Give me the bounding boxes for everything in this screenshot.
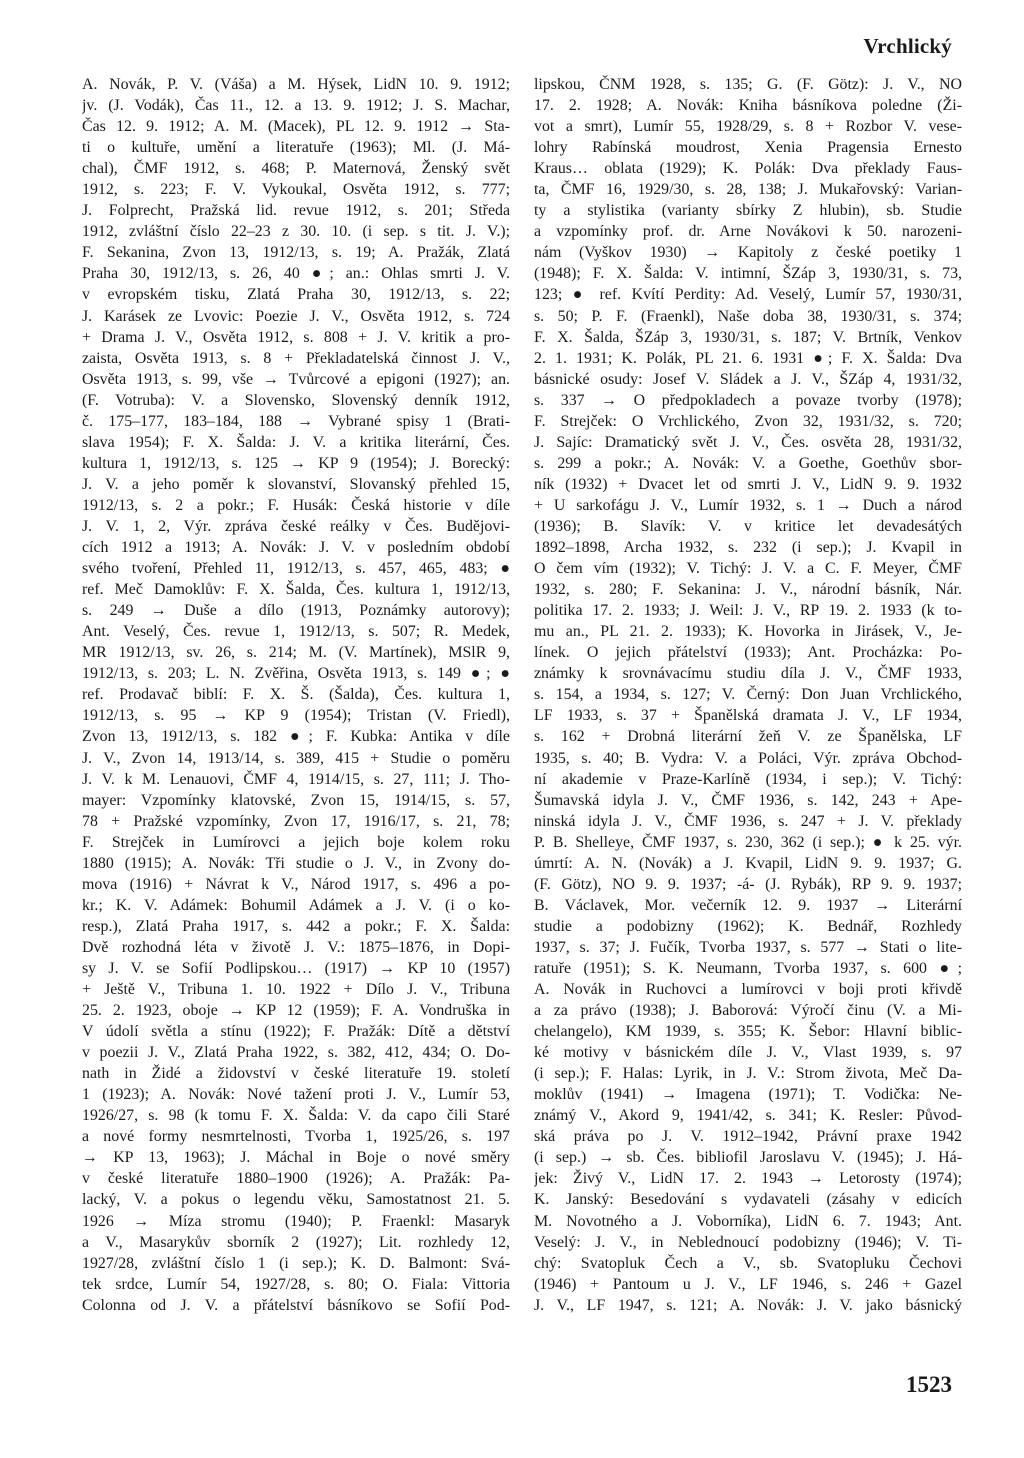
text-line: ref. Meč Damoklův: F. X. Šalda, Čes. kultura 1, 1912/13, (82, 581, 510, 599)
text-line: 1937, s. 37; J. Fučík, Tvorba 1937, s. 577 → Stati o lite- (534, 938, 962, 956)
page-number: 1523 (906, 1372, 952, 1397)
text-line: s. 50; P. F. (Fraenkl), Naše doba 38, 1930/31, s. 374; (534, 307, 962, 325)
text-line: M. Novotného a J. Voborníka), LidN 6. 7. 1943; Ant. (534, 1212, 962, 1230)
text-line: 1892–1898, Archa 1932, s. 232 (i sep.); J. Kvapil in (534, 539, 962, 557)
text-line: cích 1912 a 1913; A. Novák: J. V. v posledním období (82, 539, 510, 557)
text-line: s. 249 → Duše a dílo (1913, Poznámky autorovy); (82, 602, 510, 620)
text-line: Šumavská idyla J. V., ČMF 1936, s. 142, 243 + Ape- (534, 791, 962, 809)
text-line: Praha 30, 1912/13, s. 26, 40 ●; an.: Ohlas smrti J. V. (82, 265, 510, 283)
text-line: a za právo (1938); J. Baborová: Výročí činu (V. a Mi- (534, 1002, 962, 1020)
text-line: s. 299 a pokr.; A. Novák: V. a Goethe, Goethův sbor- (534, 454, 962, 472)
text-line: 1912/13, s. 203; L. N. Zvěřina, Osvěta 1913, s. 149 ●; ● (82, 665, 510, 683)
text-line: 1880 (1915); A. Novák: Tři studie o J. V., in Zvony do- (82, 854, 510, 872)
text-line: 25. 2. 1923, oboje → KP 12 (1959); F. A. Vondruška in (82, 1002, 510, 1020)
text-line: ská práva po J. V. 1912–1942, Právní praxe 1942 (534, 1128, 962, 1146)
text-line: J. V. a jeho poměr k slovanství, Slovanský přehled 15, (82, 475, 510, 493)
text-line: známky k srovnávacímu studiu díla J. V., ČMF 1933, (534, 665, 962, 683)
text-line: ta, ČMF 16, 1929/30, s. 28, 138; J. Mukařovský: Varian- (534, 181, 962, 199)
running-title: Vrchlický (863, 34, 952, 58)
text-line: F. Strejček in Lumírovci a jejich boje kolem roku (82, 833, 510, 851)
text-line: J. V. k M. Lenauovi, ČMF 4, 1914/15, s. 27, 111; J. Tho- (82, 770, 510, 788)
text-line: + Ještě V., Tribuna 1. 10. 1922 + Dílo J. V., Tribuna (82, 981, 510, 999)
text-line: K. Janský: Besedování s vydavateli (zásahy v edicích (534, 1191, 962, 1209)
text-line: V údolí světla a stínu (1922); F. Pražák: Dítě a dětství (82, 1023, 510, 1041)
text-line: chal), ČMF 1912, s. 468; P. Maternová, Ženský svět (82, 160, 510, 178)
text-line: 1926 → Míza stromu (1940); P. Fraenkl: Masaryk (82, 1212, 510, 1230)
text-line: 1912, s. 223; F. V. Vykoukal, Osvěta 1912, s. 777; (82, 181, 510, 199)
text-line: tek srdce, Lumír 54, 1927/28, s. 80; O. Fiala: Vittoria (82, 1275, 510, 1293)
text-line: a V., Masarykův sborník 2 (1927); Lit. rozhledy 12, (82, 1233, 510, 1251)
text-line: Osvěta 1913, s. 99, vše → Tvůrcové a epigoni (1927); an. (82, 370, 510, 388)
text-line: jv. (J. Vodák), Čas 11., 12. a 13. 9. 1912; J. S. Machar, (82, 97, 510, 115)
text-line: (F. Votruba): V. a Slovensko, Slovenský denník 1912, (82, 391, 510, 409)
text-line: (1948); F. X. Šalda: V. intimní, ŠZáp 3, 1930/31, s. 73, (534, 265, 962, 283)
text-line: kultura 1, 1912/13, s. 125 → KP 9 (1954); J. Borecký: (82, 454, 510, 472)
text-line: ní akademie v Praze-Karlíně (1934, i sep.); V. Tichý: (534, 770, 962, 788)
text-line: ty a stylistika (varianty sbírky Z hlubin), sb. Studie (534, 202, 962, 220)
text-line: moklův (1941) → Imagena (1971); T. Vodička: Ne- (534, 1086, 962, 1104)
text-line: línek. O jejich přátelství (1933); Ant. Procházka: Po- (534, 644, 962, 662)
text-line: slava 1954); F. X. Šalda: J. V. a kritika literární, Čes. (82, 433, 510, 451)
text-line: Kraus… oblata (1929); K. Polák: Dva překlady Faus- (534, 160, 962, 178)
text-line: v evropském tisku, Zlatá Praha 30, 1912/13, s. 22; (82, 286, 510, 304)
text-line: (i sep.); F. Halas: Lyrik, in J. V.: Strom života, Meč Da- (534, 1065, 962, 1083)
text-line: 1932, s. 280; F. Sekanina: J. V., národní básník, Nár. (534, 581, 962, 599)
text-line: 17. 2. 1928; A. Novák: Kniha básníkova poledne (Ži- (534, 97, 962, 115)
text-line: v české literatuře 1880–1900 (1926); A. Pražák: Pa- (82, 1170, 510, 1188)
text-line: LF 1933, s. 37 + Španělská dramata J. V., LF 1934, (534, 707, 962, 725)
text-line: politika 17. 2. 1933; J. Weil: J. V., RP 19. 2. 1933 (k to- (534, 602, 962, 620)
text-line: s. 162 + Drobná literární žeň V. ze Španělska, LF (534, 728, 962, 746)
text-line: 1912/13, s. 2 a pokr.; F. Husák: Česká historie v díle (82, 496, 510, 514)
text-line: ref. Prodavač biblí: F. X. Š. (Šalda), Čes. kultura 1, (82, 686, 510, 704)
text-line: 2. 1. 1931; K. Polák, PL 21. 6. 1931 ●; F. X. Šalda: Dva (534, 349, 962, 367)
text-line: → KP 13, 1963); J. Máchal in Boje o nové směry (82, 1149, 510, 1167)
text-line: 1927/28, zvláštní číslo 1 (i sep.); K. D. Balmont: Svá- (82, 1254, 510, 1272)
text-line: známý V., Akord 9, 1941/42, s. 341; K. Resler: Původ- (534, 1107, 962, 1125)
text-line: 78 + Pražské vzpomínky, Zvon 17, 1916/17, s. 21, 78; (82, 812, 510, 830)
text-line: úmrtí: A. N. (Novák) a J. Kvapil, LidN 9. 9. 1937; G. (534, 854, 962, 872)
text-line: + U sarkofágu J. V., Lumír 1932, s. 1 → Duch a národ (534, 496, 962, 514)
text-line: J. V., LF 1947, s. 121; A. Novák: J. V. jako básnický (534, 1296, 962, 1314)
text-line: resp.), Zlatá Praha 1917, s. 442 a pokr.; F. X. Šalda: (82, 917, 510, 935)
text-line: 1 (1923); A. Novák: Nové tažení proti J. V., Lumír 53, (82, 1086, 510, 1104)
text-line: F. Strejček: O Vrchlického, Zvon 32, 1931/32, s. 720; (534, 412, 962, 430)
text-line: ník (1932) + Dvacet let od smrti J. V., LidN 9. 9. 1932 (534, 475, 962, 493)
text-line: mova (1916) + Návrat k V., Národ 1917, s. 496 a po- (82, 875, 510, 893)
text-line: chý: Svatopluk Čech a V., sb. Svatopluku Čechovi (534, 1254, 962, 1272)
text-line: lohry Rabínská moudrost, Xenia Pragensia Ernesto (534, 139, 962, 157)
text-line: Colonna od J. V. a přátelství básníkovo se Sofií Pod- (82, 1296, 510, 1314)
text-line: lipskou, ČNM 1928, s. 135; G. (F. Götz): J. V., NO (534, 76, 962, 93)
text-line: studie a podobizny (1962); K. Bednář, Rozhledy (534, 917, 962, 935)
text-line: 1912/13, s. 95 → KP 9 (1954); Tristan (V. Friedl), (82, 707, 510, 725)
text-line: č. 175–177, 183–184, 188 → Vybrané spisy 1 (Brati- (82, 412, 510, 430)
text-line: + Drama J. V., Osvěta 1912, s. 808 + J. V. kritik a pro- (82, 328, 510, 346)
right-text-column (534, 74, 962, 1316)
text-line: sy J. V. se Sofií Podlipskou… (1917) → KP 10 (1957) (82, 959, 510, 977)
text-line: v poezii J. V., Zlatá Praha 1922, s. 382, 412, 434; O. Do- (82, 1044, 510, 1062)
text-line: Ant. Veselý, Čes. revue 1, 1912/13, s. 507; R. Medek, (82, 623, 510, 641)
text-line: Čas 12. 9. 1912; A. M. (Macek), PL 12. 9. 1912 → Sta- (82, 118, 510, 136)
text-line: lacký, V. a pokus o legendu věku, Samostatnost 21. 5. (82, 1191, 510, 1209)
text-line: mayer: Vzpomínky klatovské, Zvon 15, 1914/15, s. 57, (82, 791, 510, 809)
text-line: (i sep.) → sb. Čes. bibliofil Jaroslavu V. (1945); J. Há- (534, 1149, 962, 1167)
text-line: nath in Židé a židovství v české literatuře 19. století (82, 1065, 510, 1083)
text-line: A. Novák, P. V. (Váša) a M. Hýsek, LidN 10. 9. 1912; (82, 76, 510, 93)
left-text-column (82, 74, 510, 1316)
text-line: a nové formy nesmrtelnosti, Tvorba 1, 1925/26, s. 197 (82, 1128, 510, 1146)
text-line: (F. Götz), NO 9. 9. 1937; -á- (J. Rybák), RP 9. 9. 1937; (534, 875, 962, 893)
text-line: chelangelo), KM 1939, s. 355; K. Šebor: Hlavní biblic- (534, 1023, 962, 1041)
text-line: 1926/27, s. 98 (k tomu F. X. Šalda: V. da capo čili Staré (82, 1107, 510, 1125)
text-line: J. Sajíc: Dramatický svět J. V., Čes. osvěta 28, 1931/32, (534, 433, 962, 451)
text-line: J. Karásek ze Lvovic: Poezie J. V., Osvěta 1912, s. 724 (82, 307, 510, 325)
text-line: O čem vím (1932); V. Tichý: J. V. a C. F. Meyer, ČMF (534, 560, 962, 578)
text-line: Zvon 13, 1912/13, s. 182 ●; F. Kubka: Antika v díle (82, 728, 510, 746)
text-line: mu an., PL 21. 2. 1933); K. Hovorka in Jirásek, V., Je- (534, 623, 962, 641)
text-line: ké motivy v básnickém díle J. V., Vlast 1939, s. 97 (534, 1044, 962, 1062)
text-line: s. 154, a 1934, s. 127; V. Černý: Don Juan Vrchlického, (534, 686, 962, 704)
text-line: 1935, s. 40; B. Vydra: V. a Poláci, Výr. zpráva Obchod- (534, 749, 962, 767)
text-line: s. 337 → O předpokladech a povaze tvorby (1978); (534, 391, 962, 409)
text-line: a vzpomínky prof. dr. Arne Novákovi k 50. narozeni- (534, 223, 962, 241)
text-line: ratuře (1951); S. K. Neumann, Tvorba 1937, s. 600 ●; (534, 959, 962, 977)
text-line: nám (Vyškov 1930) → Kapitoly z české poetiky 1 (534, 244, 962, 262)
text-line: Veselý: J. V., in Neblednoucí podobizny (1946); V. Ti- (534, 1233, 962, 1251)
text-line: (1946) + Pantoum u J. V., LF 1946, s. 246 + Gazel (534, 1275, 962, 1293)
text-line: (1936); B. Slavík: V. v kritice let devadesátých (534, 517, 962, 535)
text-line: J. V., Zvon 14, 1913/14, s. 389, 415 + Studie o poměru (82, 749, 510, 767)
text-line: P. B. Shelleye, ČMF 1937, s. 230, 362 (i sep.); ● k 25. výr. (534, 833, 962, 851)
text-line: B. Václavek, Mor. večerník 12. 9. 1937 → Literární (534, 896, 962, 914)
text-line: F. X. Šalda, ŠZáp 3, 1930/31, s. 187; V. Brtník, Venkov (534, 328, 962, 346)
text-line: jek: Živý V., LidN 17. 2. 1943 → Letorosty (1974); (534, 1170, 962, 1188)
text-line: MR 1912/13, sv. 26, s. 214; M. (V. Martínek), MSlR 9, (82, 644, 510, 662)
text-line: kr.; K. V. Adámek: Bohumil Adámek a J. V. (i o ko- (82, 896, 510, 914)
text-line: A. Novák in Ruchovci a lumírovci v boji proti křivdě (534, 981, 962, 999)
text-line: vot a smrt), Lumír 55, 1928/29, s. 8 + Rozbor V. vese- (534, 118, 962, 136)
text-line: J. V. 1, 2, Výr. zpráva české reálky v Čes. Budějovi- (82, 517, 510, 535)
text-line: svého tvoření, Přehled 11, 1912/13, s. 457, 465, 483; ● (82, 560, 510, 578)
text-line: J. Folprecht, Pražská lid. revue 1912, s. 201; Středa (82, 202, 510, 220)
text-line: 1912, zvláštní číslo 22–23 z 30. 10. (i sep. s tit. J. V.); (82, 223, 510, 241)
text-line: 123; ● ref. Kvítí Perdity: Ad. Veselý, Lumír 57, 1930/31, (534, 286, 962, 304)
text-line: F. Sekanina, Zvon 13, 1912/13, s. 19; A. Pražák, Zlatá (82, 244, 510, 262)
text-line: Dvě rozhodná léta v životě J. V.: 1875–1876, in Dopi- (82, 938, 510, 956)
text-line: zaista, Osvěta 1913, s. 8 + Překladatelská činnost J. V., (82, 349, 510, 367)
text-line: básnické osudy: Josef V. Sládek a J. V., ŠZáp 4, 1931/32, (534, 370, 962, 388)
text-line: ninská idyla J. V., ČMF 1936, s. 247 + J. V. překlady (534, 812, 962, 830)
text-line: ti o kultuře, umění a literatuře (1963); Ml. (J. Má- (82, 139, 510, 157)
